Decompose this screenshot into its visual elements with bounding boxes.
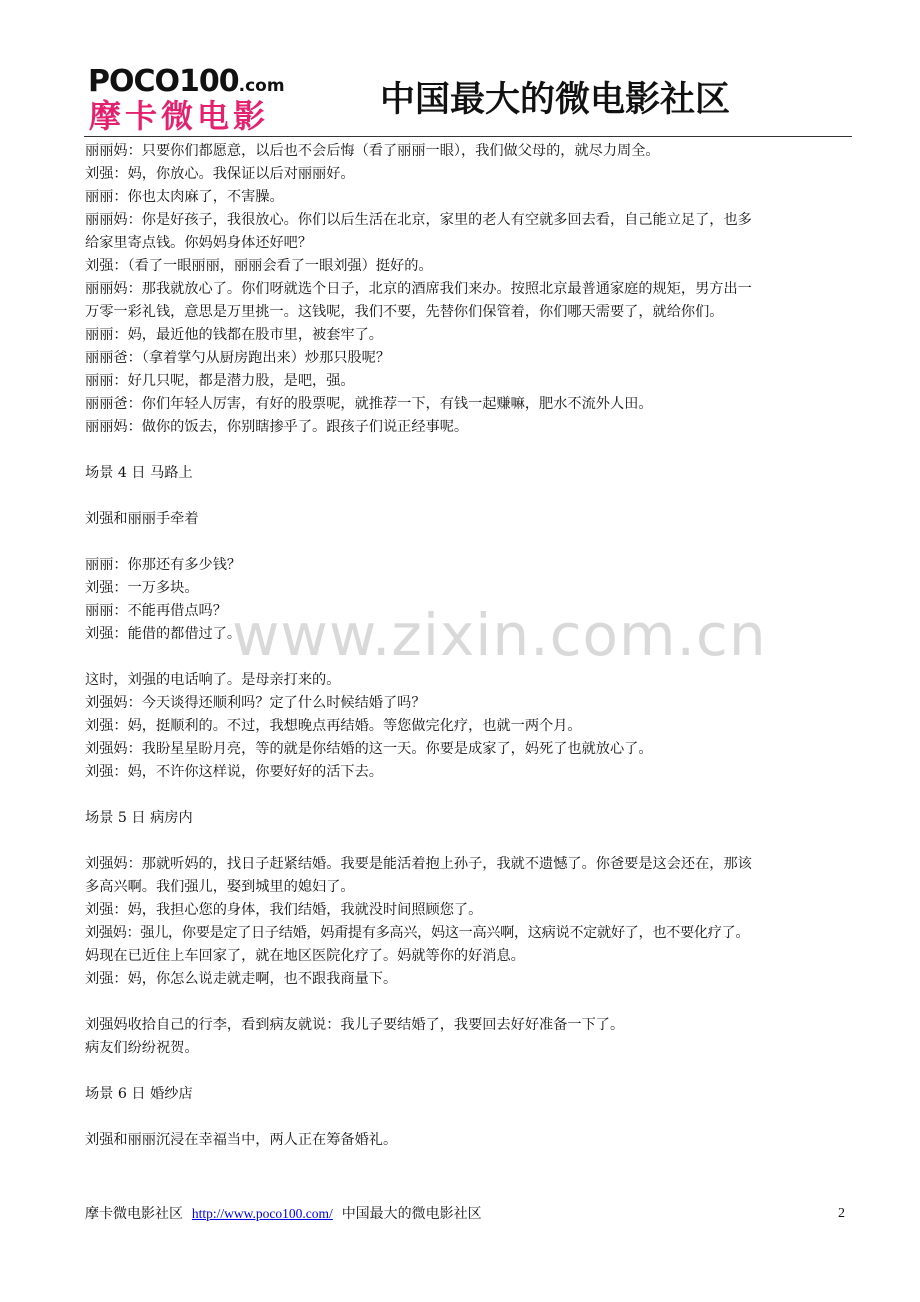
script-line: 刘强：妈，不许你这样说，你要好好的活下去。 bbox=[85, 764, 383, 780]
stage-direction: 刘强和丽丽沉浸在幸福当中，两人正在筹备婚礼。 bbox=[85, 1132, 398, 1148]
script-line: 刘强：（看了一眼丽丽，丽丽会看了一眼刘强）挺好的。 bbox=[85, 258, 433, 274]
header-divider bbox=[84, 136, 852, 137]
script-line: 丽丽妈：只要你们都愿意，以后也不会后悔（看了丽丽一眼），我们做父母的，就尽力周全。 bbox=[85, 143, 660, 159]
script-line: 万零一彩礼钱，意思是万里挑一。这钱呢，我们不要，先替你们保管着，你们哪天需要了，就给你们。 bbox=[85, 304, 724, 320]
logo-wordmark-text: POCO100 bbox=[88, 64, 239, 99]
footer-tagline: 中国最大的微电影社区 bbox=[341, 1206, 482, 1222]
logo-chinese-name: 摩卡微电影 bbox=[89, 97, 270, 135]
script-line: 丽丽：好几只呢，都是潜力股，是吧，强。 bbox=[85, 373, 355, 389]
script-line: 丽丽：不能再借点吗？ bbox=[85, 603, 227, 619]
script-line: 刘强妈：今天谈得还顺利吗？定了什么时候结婚了吗？ bbox=[85, 695, 426, 711]
stage-direction: 病友们纷纷祝贺。 bbox=[85, 1040, 199, 1056]
stage-direction: 这时，刘强的电话响了。是母亲打来的。 bbox=[85, 672, 341, 688]
stage-direction: 刘强妈收拾自己的行李，看到病友就说：我儿子要结婚了，我要回去好好准备一下了。 bbox=[85, 1017, 625, 1033]
script-line: 刘强妈：那就听妈的，找日子赶紧结婚。我要是能活着抱上孙子，我就不遗憾了。你爸要是这会还在，那该 bbox=[85, 856, 752, 872]
script-line: 给家里寄点钱。你妈妈身体还好吧？ bbox=[85, 235, 313, 251]
page-header-title: 中国最大的微电影社区 bbox=[380, 80, 731, 120]
stage-direction: 刘强和丽丽手牵着 bbox=[85, 511, 199, 527]
page-number: 2 bbox=[838, 1206, 845, 1221]
script-line: 刘强：妈，你放心。我保证以后对丽丽好。 bbox=[85, 166, 355, 182]
script-body bbox=[85, 140, 855, 1152]
logo-dotcom: .com bbox=[238, 76, 285, 96]
watermark: www.zixin.com.cn bbox=[232, 601, 767, 669]
script-line: 刘强：一万多块。 bbox=[85, 580, 199, 596]
scene-heading: 场景 6 日 婚纱店 bbox=[85, 1086, 193, 1102]
script-line: 丽丽妈：做你的饭去，你别瞎掺乎了。跟孩子们说正经事呢。 bbox=[85, 419, 469, 435]
script-line: 丽丽：妈，最近他的钱都在股市里，被套牢了。 bbox=[85, 327, 383, 343]
script-line: 刘强：妈，你怎么说走就走啊，也不跟我商量下。 bbox=[85, 971, 398, 987]
script-line: 刘强：妈，我担心您的身体，我们结婚，我就没时间照顾您了。 bbox=[85, 902, 483, 918]
script-line: 丽丽爸：（拿着掌勺从厨房跑出来）炒那只股呢？ bbox=[85, 350, 391, 366]
scene-heading: 场景 4 日 马路上 bbox=[85, 465, 193, 481]
script-line: 丽丽：你也太肉麻了，不害臊。 bbox=[85, 189, 284, 205]
script-line: 刘强妈：强儿，你要是定了日子结婚，妈甭提有多高兴，妈这一高兴啊，这病说不定就好了，也不要化疗了。 bbox=[85, 925, 750, 941]
script-line: 刘强妈：我盼星星盼月亮，等的就是你结婚的这一天。你要是成家了，妈死了也就放心了。 bbox=[85, 741, 653, 757]
script-line: 丽丽：你那还有多少钱？ bbox=[85, 557, 242, 573]
script-line: 丽丽妈：你是好孩子，我很放心。你们以后生活在北京，家里的老人有空就多回去看，自己能立足了，也多 bbox=[85, 212, 752, 228]
script-line: 丽丽爸：你们年轻人厉害，有好的股票呢，就推荐一下，有钱一起赚嘛，肥水不流外人田。 bbox=[85, 396, 653, 412]
scene-heading: 场景 5 日 病房内 bbox=[85, 810, 193, 826]
page-footer bbox=[85, 1203, 482, 1225]
script-line: 妈现在已近住上车回家了，就在地区医院化疗了。妈就等你的好消息。 bbox=[85, 948, 525, 964]
script-line: 刘强：能借的都借过了。 bbox=[85, 626, 242, 642]
site-logo bbox=[88, 66, 298, 136]
script-line: 多高兴啊。我们强儿，娶到城里的媳妇了。 bbox=[85, 879, 355, 895]
script-line: 刘强：妈，挺顺利的。不过，我想晚点再结婚。等您做完化疗，也就一两个月。 bbox=[85, 718, 582, 734]
footer-url-link[interactable]: http://www.poco100.com/ bbox=[191, 1206, 333, 1221]
footer-site-name: 摩卡微电影社区 bbox=[85, 1206, 183, 1222]
script-line: 丽丽妈：那我就放心了。你们呀就选个日子，北京的酒席我们来办。按照北京最普通家庭的规矩，男方出一 bbox=[85, 281, 752, 297]
